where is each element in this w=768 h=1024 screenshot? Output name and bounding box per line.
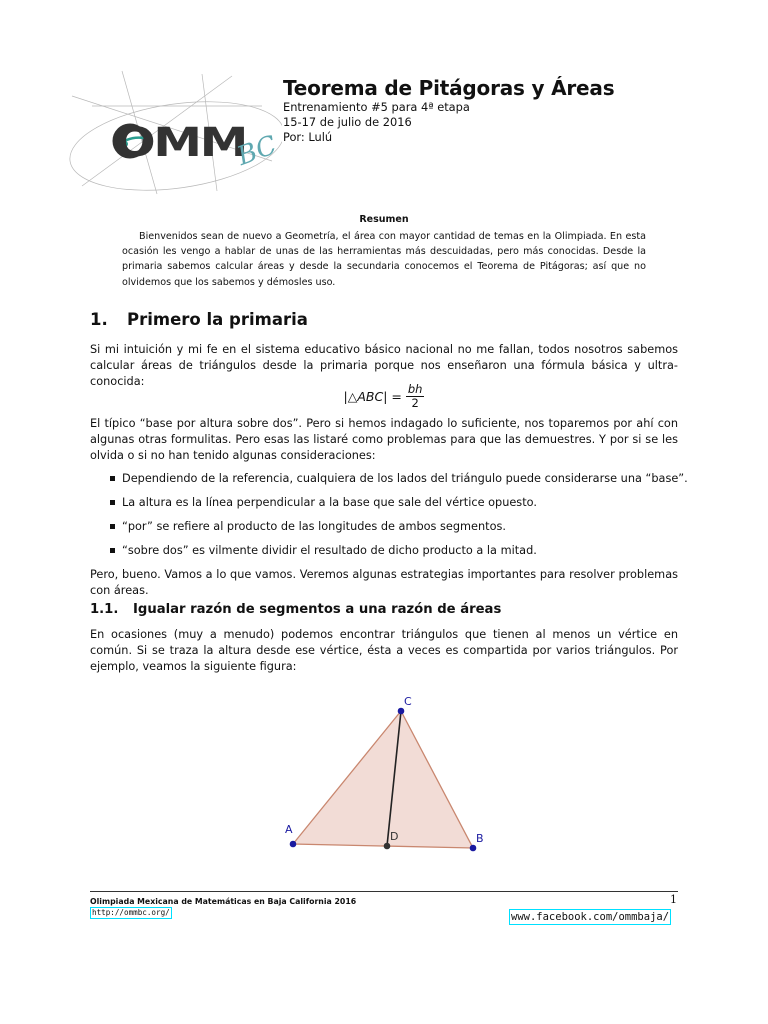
document-title: Teorema de Pitágoras y Áreas	[283, 76, 615, 100]
ommbc-logo	[62, 66, 282, 196]
section-1-paragraph-1: Si mi intuición y mi fe en el sistema educativo básico nacional no me fallan, todos nosotros sabemos calcular áreas de triángulos desde la primaria porque nos enseñaron una fórmula básica y ultra-conocida:	[90, 343, 678, 389]
formula-lhs: |△ABC| =	[343, 389, 402, 404]
point-a	[290, 841, 297, 848]
label-b: B	[476, 832, 484, 845]
page-number: 1	[670, 893, 677, 906]
section-1-title: Primero la primaria	[127, 310, 308, 329]
label-d: D	[390, 830, 399, 843]
bullet-icon	[110, 524, 115, 529]
formula-fraction	[406, 383, 425, 410]
point-d	[384, 843, 391, 850]
bullet-icon	[110, 476, 115, 481]
section-1-number: 1.	[90, 310, 108, 329]
formula-numerator: bh	[407, 382, 423, 396]
list-item-text: “sobre dos” es vilmente dividir el resultado de dicho producto a la mitad.	[122, 544, 537, 557]
logo-sub: BC	[233, 130, 281, 172]
footer-rule	[90, 891, 678, 892]
abstract-text: Bienvenidos sean de nuevo a Geometría, el área con mayor cantidad de temas en la Olimpiada. En esta ocasión les vengo a hablar de unas de las herramientas más descuidadas, pero más conocidas. Desde la primaria sabemos calcular áreas y desde la secundaria conocemos el Teorema de Pitágoras; así que no olvidemos que los sabemos y démosles uso.	[122, 231, 646, 288]
list-item-text: Dependiendo de la referencia, cualquiera de los lados del triángulo puede considerarse una “base”.	[122, 472, 688, 485]
section-1-1-paragraph-1: En ocasiones (muy a menudo) podemos encontrar triángulos que tienen al menos un vértice en común. Si se traza la altura desde ese vértice, ésta a veces es compartida por varios triángulos. Por ejemplo, veamos la siguiente figura:	[90, 628, 678, 674]
label-a: A	[285, 823, 293, 836]
list-item	[110, 543, 537, 559]
list-item-text: La altura es la línea perpendicular a la base que sale del vértice opuesto.	[122, 496, 537, 509]
document-subtitle: Entrenamiento #5 para 4ª etapa	[283, 100, 470, 114]
logo-text: OMM	[114, 120, 246, 166]
formula-denominator: 2	[411, 396, 419, 410]
bullet-icon	[110, 500, 115, 505]
list-item	[110, 495, 537, 511]
point-c	[398, 708, 405, 715]
section-1-paragraph-2: El típico “base por altura sobre dos”. Pero si hemos indagado lo suficiente, nos toparemos por ahí con algunas otras formulitas. Pero esas las listaré como problemas para que las demuestres. Y por si se les olvida o si no han tenido algunas consideraciones:	[90, 417, 678, 463]
footer-organization: Olimpiada Mexicana de Matemáticas en Baja California 2016	[90, 897, 357, 906]
list-item	[110, 471, 688, 487]
section-1-1-number: 1.1.	[90, 602, 119, 617]
section-1-paragraph-3: Pero, bueno. Vamos a lo que vamos. Veremos algunas estrategias importantes para resolver problemas con áreas.	[90, 568, 678, 598]
area-formula	[0, 383, 768, 410]
document-author: Por: Lulú	[283, 130, 333, 144]
document-dates: 15-17 de julio de 2016	[283, 115, 412, 129]
section-1-1-title: Igualar razón de segmentos a una razón de áreas	[133, 602, 502, 617]
footer-facebook-link[interactable]: www.facebook.com/ommbaja/	[511, 911, 670, 923]
list-item	[110, 519, 506, 535]
list-item-text: “por” se refiere al producto de las longitudes de ambos segmentos.	[122, 520, 506, 533]
triangle-figure	[270, 690, 510, 860]
label-c: C	[404, 695, 412, 708]
bullet-icon	[110, 548, 115, 553]
point-b	[470, 845, 477, 852]
footer-website-link[interactable]: http://ommbc.org/	[92, 908, 170, 917]
triangle-abc	[293, 711, 473, 848]
abstract-heading: Resumen	[359, 214, 409, 225]
